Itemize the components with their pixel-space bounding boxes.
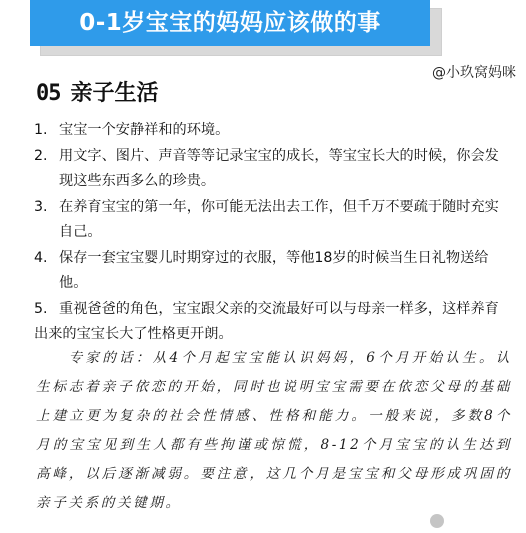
item-text: 用文字、图片、声音等等记录宝宝的成长，等宝宝长大的时候，你会发现这些东西多么的珍贵。: [59, 147, 499, 189]
list-item: [34, 246, 510, 297]
item-number: 2.: [34, 147, 48, 164]
list-item: [34, 297, 510, 348]
item-text: 宝宝一个安静祥和的环境。: [59, 122, 230, 138]
section-number: 05: [36, 81, 61, 106]
item-text: 在养育宝宝的第一年，你可能无法出去工作，但千万不要疏于随时充实自己。: [59, 198, 499, 240]
section-heading: [36, 76, 159, 106]
item-number: 5.: [34, 300, 48, 317]
watermark-logo-icon: [430, 514, 444, 528]
author-handle: @小玖窝妈咪: [432, 65, 516, 81]
section-title: 亲子生活: [70, 81, 159, 106]
tips-list: [34, 118, 510, 348]
item-number: 1.: [34, 122, 48, 138]
list-item: [34, 195, 510, 246]
item-number: 3.: [34, 198, 48, 215]
list-item: [34, 118, 510, 144]
list-item: [34, 144, 510, 195]
item-text: 重视爸爸的角色，宝宝跟父亲的交流最好可以与母亲一样多，这样养育出来的宝宝长大了性格更开朗。: [34, 300, 499, 342]
watermark-text: 头条@宝宝派: [447, 514, 520, 528]
expert-note: 专家的话：从4个月起宝宝能认识妈妈，6个月开始认生。认生标志着亲子依恋的开始，同时也说明宝宝需要在依恋父母的基础上建立更为复杂的社会性情感、性格和能力。一般来说，多数8个月的宝宝见到生人都有些拘谨或惊慌，8-12个月宝宝的认生达到高峰，以后逐渐减弱。要注意，这几个月是宝宝和父母形成巩固的亲子关系的关键期。: [36, 350, 512, 511]
page-title: 0-1岁宝宝的妈妈应该做的事: [79, 10, 381, 36]
item-number: 4.: [34, 249, 48, 266]
watermark: [430, 512, 520, 529]
item-text: 保存一套宝宝婴儿时期穿过的衣服，等他18岁的时候当生日礼物送给他。: [59, 249, 489, 291]
